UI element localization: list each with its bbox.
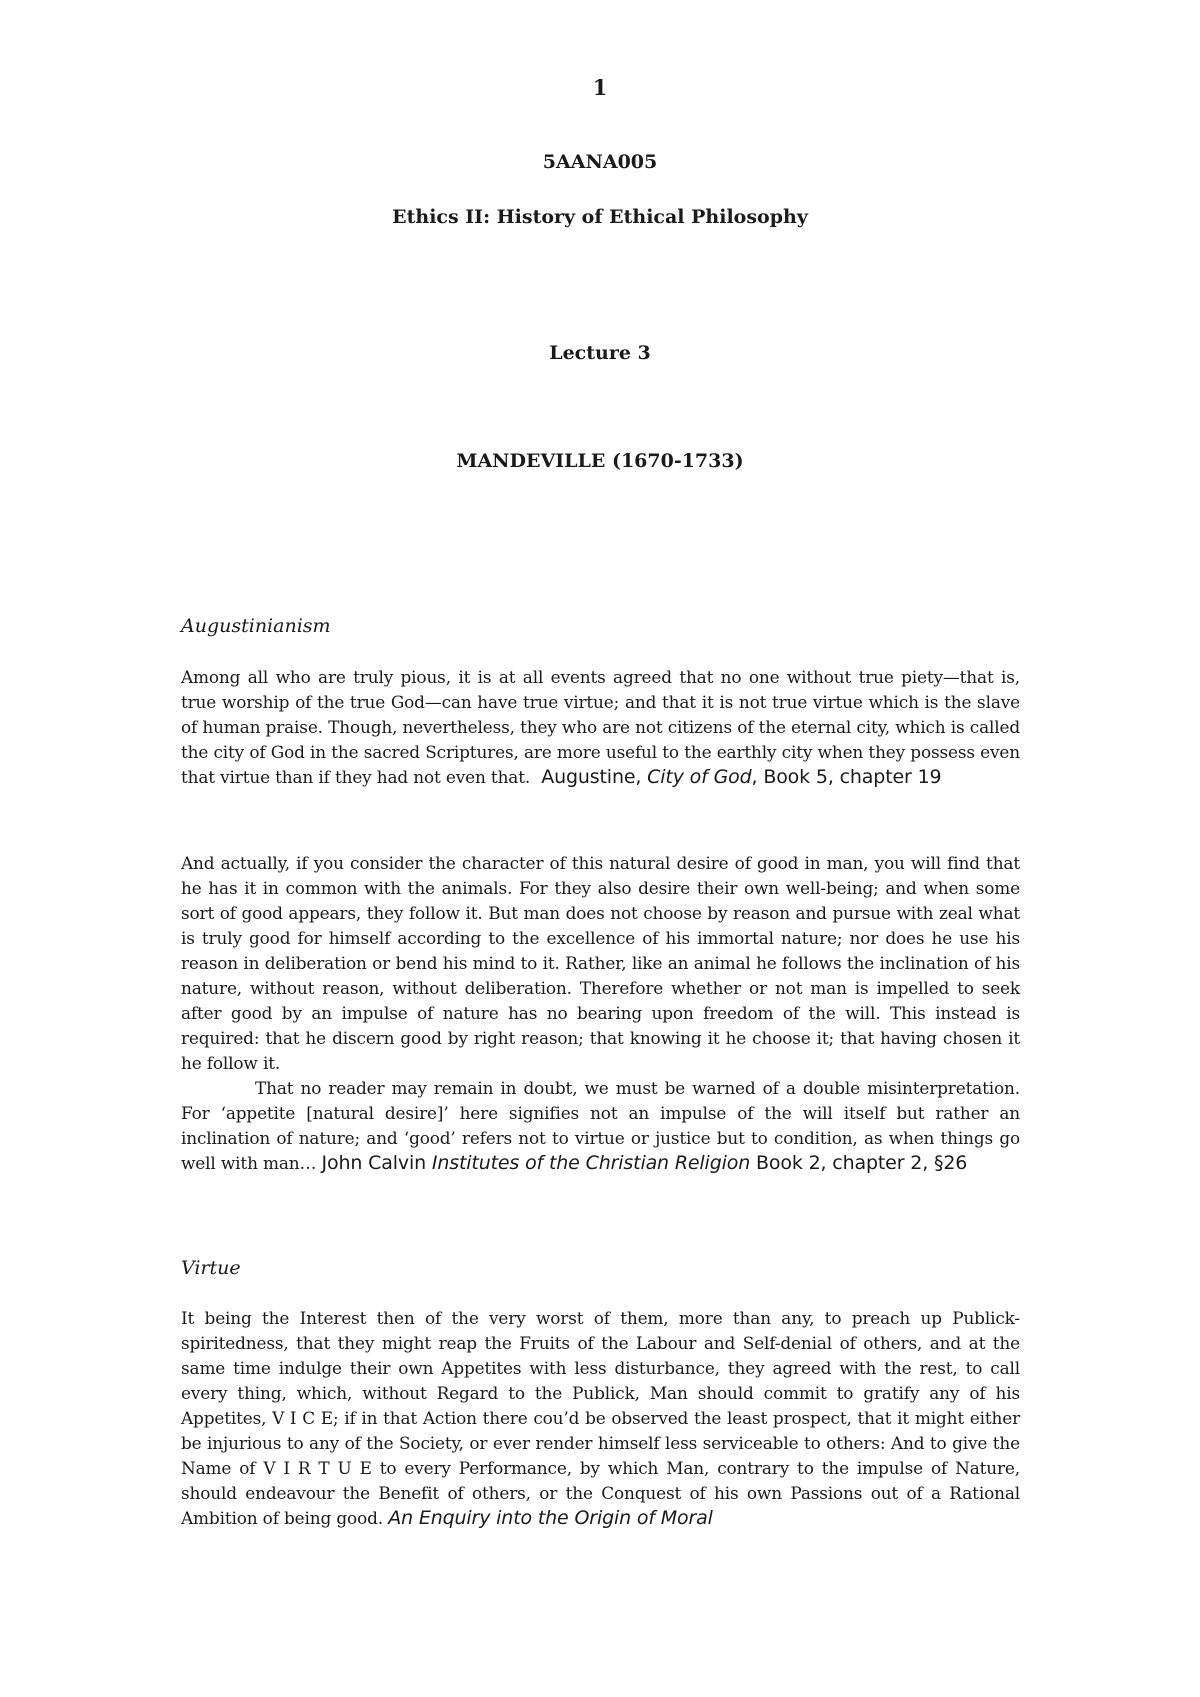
citation-detail: , Book 5, chapter 19 bbox=[751, 766, 942, 788]
citation-work: An Enquiry into the Origin of Moral bbox=[388, 1507, 713, 1529]
citation-work: Institutes of the Christian Religion bbox=[431, 1152, 751, 1174]
topic-title: MANDEVILLE (1670-1733) bbox=[456, 450, 744, 472]
citation-detail: Book 2, chapter 2, §26 bbox=[756, 1152, 968, 1174]
lecture-title: Lecture 3 bbox=[549, 342, 651, 364]
citation bbox=[388, 1507, 713, 1529]
citation-work: City of God bbox=[647, 766, 752, 788]
heading-text: Virtue bbox=[181, 1257, 241, 1279]
quote-paragraph bbox=[181, 1306, 1020, 1531]
course-code: 5AANA005 bbox=[542, 151, 658, 173]
quote-mandeville bbox=[181, 1306, 1020, 1531]
course-title: Ethics II: History of Ethical Philosophy bbox=[392, 206, 808, 228]
quote-text: Among all who are truly pious, it is at all events agreed that no one without true piety—that is, true worship of the true God—can have true virtue; and that it is not true virtue which is the slave of human praise. Though, nevertheless, they who are not citizens of the eternal city, which is called the city of God in the sacred Scriptures, are more useful to the earthly city when they possess even that virtue than if they had not even that. bbox=[181, 667, 1020, 787]
section-heading-virtue bbox=[181, 1256, 1020, 1280]
quote-paragraph: And actually, if you consider the character of this natural desire of good in man, you will find that he has it in common with the animals. For they also desire their own well-being; and when some sort of good appears, they follow it. But man does not choose by reason and pursue with zeal what is truly good for himself according to the excellence of his immortal nature; nor does he use his reason in deliberation or bend his mind to it. Rather, like an animal he follows the inclination of his nature, without reason, without deliberation. Therefore whether or not man is impelled to seek after good by an impulse of nature has no bearing upon freedom of the will. This instead is required: that he discern good by right reason; that knowing it he choose it; that having chosen it he follow it. bbox=[181, 853, 1020, 1073]
quote-text: It being the Interest then of the very worst of them, more than any, to preach up Publick-spiritedness, that they might reap the Fruits of the Labour and Self-denial of others, and at the same time indulge their own Appetites with less disturbance, they agreed with the rest, to call every thing, which, without Regard to the Publick, Man should commit to gratify any of his Appetites, V I C E; if in that Action there cou’d be observed the least prospect, that it might either be injurious to any of the Society, or ever render himself less serviceable to others: And to give the Name of V I R T U E to every Performance, by which Man, contrary to the impulse of Nature, should endeavour the Benefit of others, or the Conquest of his own Passions out of a Rational Ambition of being good. bbox=[181, 1308, 1020, 1528]
quote-calvin bbox=[181, 851, 1020, 1176]
quote-paragraph bbox=[181, 665, 1020, 790]
section-heading-augustinianism bbox=[181, 614, 1020, 638]
citation bbox=[535, 766, 941, 788]
citation bbox=[322, 1152, 968, 1174]
quote-augustine bbox=[181, 665, 1020, 790]
page-number: 1 bbox=[592, 75, 608, 100]
citation-author: John Calvin bbox=[321, 1152, 426, 1174]
citation-author: Augustine, bbox=[541, 766, 642, 788]
quote-text: That no reader may remain in doubt, we must be warned of a double misinterpretation. For ‘appetite [natural desire]’ here signifies not an impulse of the will itself but rather an inclination of nature; and ‘good’ refers not to virtue or justice but to condition, as when things go well with man… bbox=[181, 1078, 1020, 1173]
quote-paragraph-continued bbox=[181, 1076, 1020, 1176]
heading-text: Augustinianism bbox=[181, 615, 331, 637]
